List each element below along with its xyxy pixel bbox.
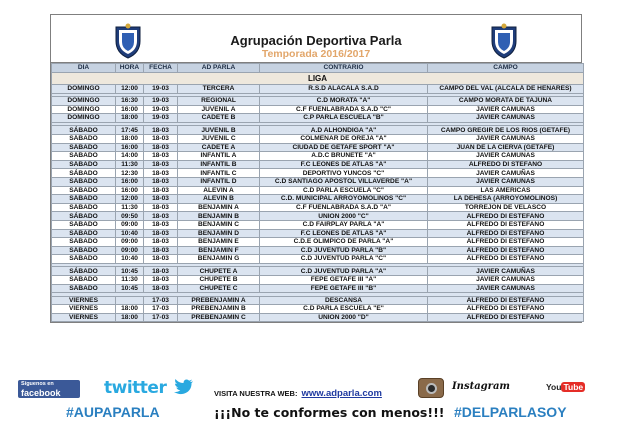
cell-team: BENJAMIN B bbox=[178, 212, 260, 221]
instagram-label[interactable]: Instagram bbox=[452, 381, 510, 392]
hashtag-left: #AUPAPARLA bbox=[66, 404, 160, 420]
cell-opponent: A.D.C BRUNETE "A" bbox=[260, 152, 428, 161]
cell-time: 11:30 bbox=[116, 203, 144, 212]
cell-opponent: A.D ALHONDIGA "A" bbox=[260, 126, 428, 135]
cell-opponent: C.D JUVENTUD PARLA "A" bbox=[260, 267, 428, 276]
table-row bbox=[52, 195, 584, 204]
cell-day: DOMINGO bbox=[52, 97, 116, 106]
cell-field: ALFREDO DI ESTEFANO bbox=[428, 313, 584, 322]
cell-opponent: C.D PARLA ESCUELA "E" bbox=[260, 305, 428, 314]
table-row bbox=[52, 238, 584, 247]
youtube-tube: Tube bbox=[563, 382, 584, 392]
cell-day: SÁBADO bbox=[52, 143, 116, 152]
cell-time: 17:45 bbox=[116, 126, 144, 135]
cell-opponent: R.S.D ALACALÁ S.A.D bbox=[260, 85, 428, 94]
cell-opponent: C.D PARLA ESCUELA "C" bbox=[260, 186, 428, 195]
column-header: CAMPO bbox=[428, 64, 584, 73]
hashtag-right: #DELPARLASOY bbox=[454, 404, 567, 420]
slogan: ¡¡¡No te conformes con menos!!! bbox=[214, 405, 445, 420]
cell-day: SÁBADO bbox=[52, 229, 116, 238]
column-header: DIA bbox=[52, 64, 116, 73]
cell-date: 18-03 bbox=[144, 220, 178, 229]
table-row bbox=[52, 229, 584, 238]
cell-day: SÁBADO bbox=[52, 267, 116, 276]
cell-field: ALFREDO DI ESTEFANO bbox=[428, 238, 584, 247]
column-header: CONTRARIO bbox=[260, 64, 428, 73]
cell-time: 10:40 bbox=[116, 229, 144, 238]
cell-team: TERCERA bbox=[178, 85, 260, 94]
cell-date: 18-03 bbox=[144, 152, 178, 161]
cell-date: 18-03 bbox=[144, 212, 178, 221]
table-row bbox=[52, 114, 584, 123]
cell-field: CAMPO MORATA DE TAJUÑA bbox=[428, 97, 584, 106]
cell-opponent: F.C LEONES DE ATLAS "A" bbox=[260, 229, 428, 238]
website-link[interactable]: www.adparla.com bbox=[301, 388, 382, 399]
cell-opponent: UNION 2000 "C" bbox=[260, 212, 428, 221]
cell-opponent: C.D JUVENTUD PARLA "B" bbox=[260, 246, 428, 255]
table-row bbox=[52, 220, 584, 229]
cell-team: CHUPETE A bbox=[178, 267, 260, 276]
cell-team: INFANTIL D bbox=[178, 177, 260, 186]
cell-date: 18-03 bbox=[144, 186, 178, 195]
cell-field: JAVIER CAMUÑAS bbox=[428, 275, 584, 284]
cell-day: VIERNES bbox=[52, 313, 116, 322]
table-row bbox=[52, 134, 584, 143]
cell-time: 16:00 bbox=[116, 105, 144, 114]
cell-opponent: C.F FUENLABRADA S.A.D "A" bbox=[260, 203, 428, 212]
table-row bbox=[52, 126, 584, 135]
table-row bbox=[52, 152, 584, 161]
cell-field: ALFREDO DI ESTEFANO bbox=[428, 296, 584, 305]
table-row bbox=[52, 105, 584, 114]
cell-team: PREBENJAMIN A bbox=[178, 296, 260, 305]
cell-field: JAVIER CAMUÑAS bbox=[428, 152, 584, 161]
cell-team: PREBENJAMIN C bbox=[178, 313, 260, 322]
table-row bbox=[52, 267, 584, 276]
cell-day: SÁBADO bbox=[52, 160, 116, 169]
section-label: LIGA bbox=[52, 73, 584, 85]
cell-team: INFANTIL B bbox=[178, 160, 260, 169]
cell-field: JAVIER CAMUÑAS bbox=[428, 105, 584, 114]
cell-field: ALFREDO DI ESTEFANO bbox=[428, 220, 584, 229]
cell-team: BENJAMIN G bbox=[178, 255, 260, 264]
cell-time: 09:00 bbox=[116, 246, 144, 255]
cell-time: 10:45 bbox=[116, 284, 144, 293]
cell-time: 11:30 bbox=[116, 160, 144, 169]
cell-date: 18-03 bbox=[144, 275, 178, 284]
cell-opponent: C.D.E OLIMPICO DE PARLA "A" bbox=[260, 238, 428, 247]
table-row bbox=[52, 305, 584, 314]
cell-day: SÁBADO bbox=[52, 246, 116, 255]
cell-opponent: DEPORTIVO YUNCOS "C" bbox=[260, 169, 428, 178]
cell-date: 18-03 bbox=[144, 246, 178, 255]
cell-time: 10:45 bbox=[116, 267, 144, 276]
table-row bbox=[52, 275, 584, 284]
cell-opponent: C.D. MUNICIPAL ARROYOMOLINOS "C" bbox=[260, 195, 428, 204]
cell-team: CHUPETE C bbox=[178, 284, 260, 293]
cell-time: 12:00 bbox=[116, 85, 144, 94]
cell-team: BENJAMIN F bbox=[178, 246, 260, 255]
youtube-icon[interactable] bbox=[546, 382, 585, 392]
cell-team: CADETE A bbox=[178, 143, 260, 152]
table-row bbox=[52, 313, 584, 322]
cell-field: JAVIER CAMUÑAS bbox=[428, 134, 584, 143]
cell-date: 18-03 bbox=[144, 134, 178, 143]
cell-day: SÁBADO bbox=[52, 255, 116, 264]
cell-field: ALFREDO DI STEFANO bbox=[428, 160, 584, 169]
table-row bbox=[52, 143, 584, 152]
table-row bbox=[52, 203, 584, 212]
cell-field: LAS AMERICAS bbox=[428, 186, 584, 195]
season-subtitle: Temporada 2016/2017 bbox=[261, 48, 371, 60]
cell-field: CAMPO DEL VAL (ALCALÁ DE HENARES) bbox=[428, 85, 584, 94]
cell-day: SÁBADO bbox=[52, 152, 116, 161]
table-row bbox=[52, 160, 584, 169]
cell-time: 14:00 bbox=[116, 152, 144, 161]
cell-opponent: FEPE GETAFE III "A" bbox=[260, 275, 428, 284]
table-row bbox=[52, 186, 584, 195]
cell-date: 18-03 bbox=[144, 195, 178, 204]
cell-field: JUAN DE LA CIERVA (GETAFE) bbox=[428, 143, 584, 152]
cell-time: 16:00 bbox=[116, 177, 144, 186]
table-row bbox=[52, 97, 584, 106]
table-header-row bbox=[52, 64, 584, 73]
column-header: HORA bbox=[116, 64, 144, 73]
cell-opponent: F.C LEONES DE ATLAS "A" bbox=[260, 160, 428, 169]
cell-time: 18:00 bbox=[116, 313, 144, 322]
cell-field: JAVIER CAMUÑAS bbox=[428, 267, 584, 276]
cell-time: 16:30 bbox=[116, 97, 144, 106]
cell-time: 12:00 bbox=[116, 195, 144, 204]
cell-day: SÁBADO bbox=[52, 134, 116, 143]
cell-date: 19-03 bbox=[144, 85, 178, 94]
cell-opponent: DESCANSA bbox=[260, 296, 428, 305]
cell-date: 18-03 bbox=[144, 238, 178, 247]
cell-day: VIERNES bbox=[52, 296, 116, 305]
cell-team: BENJAMIN A bbox=[178, 203, 260, 212]
cell-date: 19-03 bbox=[144, 97, 178, 106]
cell-date: 17-03 bbox=[144, 305, 178, 314]
cell-team: ALEVIN A bbox=[178, 186, 260, 195]
cell-time: 18:00 bbox=[116, 114, 144, 123]
cell-opponent: C.F FUENLABRADA S.A.D "C" bbox=[260, 105, 428, 114]
cell-day: SÁBADO bbox=[52, 238, 116, 247]
cell-day: SÁBADO bbox=[52, 220, 116, 229]
cell-field: JAVIER CAMUÑAS bbox=[428, 284, 584, 293]
schedule-sheet bbox=[50, 14, 582, 323]
cell-date: 17-03 bbox=[144, 296, 178, 305]
cell-date: 17-03 bbox=[144, 313, 178, 322]
cell-date: 18-03 bbox=[144, 143, 178, 152]
cell-date: 18-03 bbox=[144, 160, 178, 169]
cell-date: 18-03 bbox=[144, 126, 178, 135]
cell-date: 18-03 bbox=[144, 177, 178, 186]
cell-opponent: COLMENAR DE OREJA "A" bbox=[260, 134, 428, 143]
cell-team: BENJAMIN E bbox=[178, 238, 260, 247]
visit-label: VISITA NUESTRA WEB: bbox=[214, 389, 298, 398]
cell-day: DOMINGO bbox=[52, 114, 116, 123]
cell-opponent: C.D FAIRPLAY PARLA "A" bbox=[260, 220, 428, 229]
cell-team: REGIONAL bbox=[178, 97, 260, 106]
cell-opponent: UNION 2000 "D" bbox=[260, 313, 428, 322]
facebook-small-label: Síguenos en bbox=[21, 381, 54, 387]
cell-team: CHUPETE B bbox=[178, 275, 260, 284]
cell-field: ALFREDO DI ESTEFANO bbox=[428, 255, 584, 264]
page-title: Agrupación Deportiva Parla bbox=[230, 33, 402, 48]
column-header: AD PARLA bbox=[178, 64, 260, 73]
cell-team: BENJAMIN C bbox=[178, 220, 260, 229]
cell-time: 09:00 bbox=[116, 238, 144, 247]
twitter-logo[interactable]: twitter bbox=[104, 378, 167, 398]
cell-date: 18-03 bbox=[144, 229, 178, 238]
cell-time: 09:50 bbox=[116, 212, 144, 221]
cell-team: CADETE B bbox=[178, 114, 260, 123]
table-row bbox=[52, 85, 584, 94]
cell-opponent: FEPE GETAFE III "B" bbox=[260, 284, 428, 293]
cell-date: 18-03 bbox=[144, 203, 178, 212]
cell-opponent: C.P PARLA ESCUELA "B" bbox=[260, 114, 428, 123]
cell-date: 18-03 bbox=[144, 169, 178, 178]
cell-time: 18:00 bbox=[116, 134, 144, 143]
cell-day: SÁBADO bbox=[52, 169, 116, 178]
table-row bbox=[52, 255, 584, 264]
visit-web bbox=[214, 388, 382, 399]
table-row bbox=[52, 296, 584, 305]
cell-team: INFANTIL C bbox=[178, 169, 260, 178]
cell-time: 12:30 bbox=[116, 169, 144, 178]
cell-date: 18-03 bbox=[144, 267, 178, 276]
cell-field: JAVIER CAMUÑAS bbox=[428, 169, 584, 178]
cell-time: 09:00 bbox=[116, 220, 144, 229]
table-row bbox=[52, 212, 584, 221]
cell-opponent: C.D JUVENTUD PARLA "C" bbox=[260, 255, 428, 264]
cell-day: SÁBADO bbox=[52, 126, 116, 135]
cell-team: BENJAMIN D bbox=[178, 229, 260, 238]
club-crest-icon bbox=[489, 23, 519, 59]
cell-opponent: C.D MORATA "A" bbox=[260, 97, 428, 106]
schedule-table bbox=[51, 63, 584, 322]
cell-field: ALFREDO DI ESTEFANO bbox=[428, 305, 584, 314]
cell-team: ALEVIN B bbox=[178, 195, 260, 204]
cell-day: SÁBADO bbox=[52, 212, 116, 221]
cell-field: ALFREDO DI ESTEFANO bbox=[428, 212, 584, 221]
cell-field: CAMPO GREGIR DE LOS RIOS (GETAFE) bbox=[428, 126, 584, 135]
cell-team: INFANTIL A bbox=[178, 152, 260, 161]
cell-date: 19-03 bbox=[144, 105, 178, 114]
cell-opponent: C.D SANTIAGO APOSTOL VILLAVERDE "A" bbox=[260, 177, 428, 186]
cell-day: SÁBADO bbox=[52, 186, 116, 195]
youtube-you: You bbox=[546, 382, 562, 392]
facebook-icon: facebook bbox=[21, 388, 61, 398]
table-row bbox=[52, 284, 584, 293]
instagram-camera-icon[interactable] bbox=[418, 378, 444, 398]
cell-time: 18:00 bbox=[116, 305, 144, 314]
section-label-row bbox=[52, 73, 584, 85]
cell-date: 18-03 bbox=[144, 255, 178, 264]
twitter-bird-icon bbox=[174, 378, 194, 396]
cell-day: VIERNES bbox=[52, 305, 116, 314]
cell-day: DOMINGO bbox=[52, 105, 116, 114]
cell-time: 10:40 bbox=[116, 255, 144, 264]
cell-day: SÁBADO bbox=[52, 203, 116, 212]
cell-team: JUVENIL A bbox=[178, 105, 260, 114]
cell-time: 16:00 bbox=[116, 143, 144, 152]
cell-time bbox=[116, 296, 144, 305]
cell-field: LA DEHESA (ARROYOMOLINOS) bbox=[428, 195, 584, 204]
social-footer bbox=[0, 372, 630, 444]
cell-field: ALFREDO DI ESTEFANO bbox=[428, 229, 584, 238]
table-row bbox=[52, 246, 584, 255]
cell-team: JUVENIL B bbox=[178, 126, 260, 135]
cell-date: 19-03 bbox=[144, 114, 178, 123]
cell-team: JUVENIL C bbox=[178, 134, 260, 143]
cell-day: SÁBADO bbox=[52, 275, 116, 284]
cell-team: PREBENJAMIN B bbox=[178, 305, 260, 314]
cell-day: DOMINGO bbox=[52, 85, 116, 94]
cell-field: JAVIER CAMUÑAS bbox=[428, 177, 584, 186]
cell-day: SÁBADO bbox=[52, 177, 116, 186]
cell-field: JAVIER CAMUÑAS bbox=[428, 114, 584, 123]
cell-day: SÁBADO bbox=[52, 195, 116, 204]
cell-field: ALFREDO DI ESTEFANO bbox=[428, 246, 584, 255]
sheet-header bbox=[51, 15, 581, 63]
cell-day: SÁBADO bbox=[52, 284, 116, 293]
table-row bbox=[52, 169, 584, 178]
cell-time: 11:30 bbox=[116, 275, 144, 284]
cell-opponent: CIUDAD DE GETAFE SPORT "A" bbox=[260, 143, 428, 152]
cell-time: 16:00 bbox=[116, 186, 144, 195]
table-row bbox=[52, 177, 584, 186]
cell-field: TORREJON DE VELASCO bbox=[428, 203, 584, 212]
cell-date: 18-03 bbox=[144, 284, 178, 293]
facebook-badge[interactable] bbox=[18, 380, 80, 398]
column-header: FECHA bbox=[144, 64, 178, 73]
